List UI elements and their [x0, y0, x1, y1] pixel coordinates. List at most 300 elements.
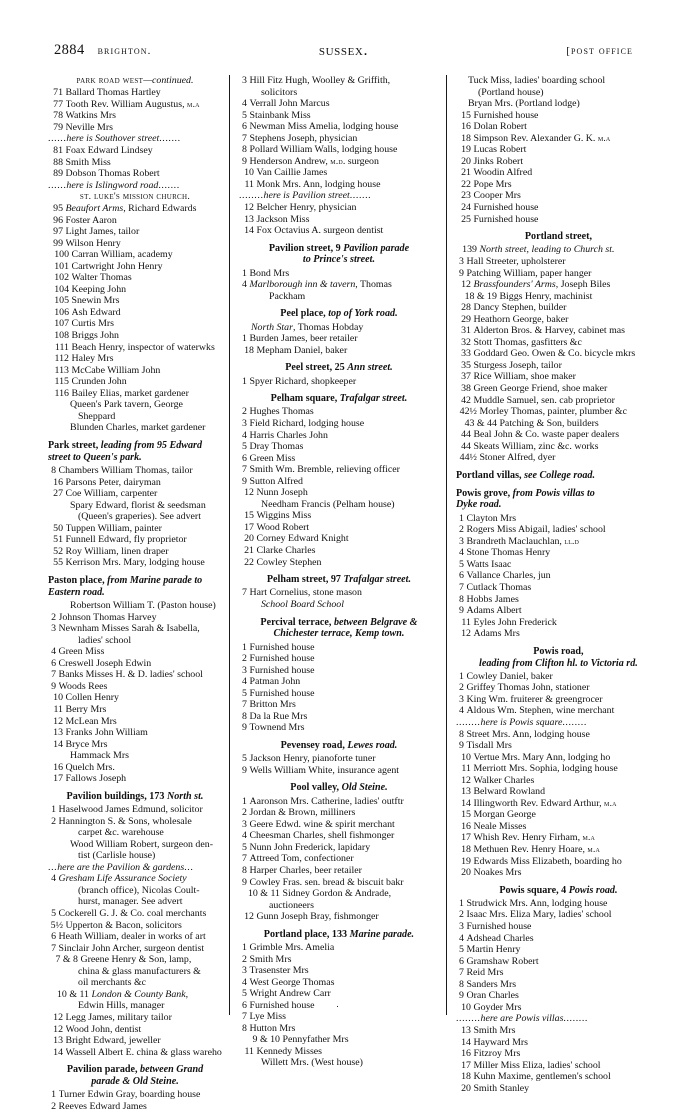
columns-container	[12, 75, 663, 1112]
column-1-body	[48, 75, 222, 1112]
entry-number: 106	[54, 306, 69, 318]
entry-text: Briggs John	[71, 330, 119, 342]
entry-number: 11	[461, 763, 471, 775]
entry-number: 12	[53, 1023, 63, 1035]
directory-entry	[239, 699, 439, 711]
entry-number: 27	[53, 488, 63, 500]
entry-text: Townend Mrs	[249, 722, 305, 734]
directory-entry	[48, 623, 222, 635]
entry-number: 6	[242, 452, 247, 464]
entry-text: Marlborough inn & tavern, Thomas	[249, 279, 392, 291]
entry-number: 8	[242, 864, 247, 876]
entry-number: 35	[461, 359, 471, 371]
entry-text: London & County Bank,	[91, 988, 189, 1000]
entry-text: Patching William, paper hanger	[466, 267, 592, 279]
directory-entry	[48, 272, 222, 284]
entry-text: Berry Mrs	[65, 703, 107, 715]
entry-text: Stainbank Miss	[249, 109, 311, 121]
street-heading: Peel place, top of York road.	[280, 308, 398, 320]
directory-entry	[456, 513, 661, 525]
directory-entry	[456, 628, 661, 640]
directory-entry	[48, 353, 222, 365]
entry-number: 6	[459, 570, 464, 582]
entry-number: 1	[242, 333, 247, 345]
entry-number: 95	[53, 203, 63, 215]
entry-number: 29	[461, 313, 471, 325]
entry-text: Hill Fitz Hugh, Woolley & Griffith,	[249, 75, 391, 86]
entry-text: Geere Edwd. wine & spirit merchant	[249, 818, 395, 830]
directory-entry	[456, 582, 661, 594]
cross-street-note: ........here is Pavilion street.......	[238, 190, 372, 202]
entry-number: 5	[242, 841, 247, 853]
directory-entry	[456, 291, 661, 303]
directory-entry	[239, 1011, 439, 1023]
entry-number: 14	[461, 797, 471, 809]
entry-number: 43 & 44	[464, 417, 497, 429]
entry-text: Morley Thomas, painter, plumber &c	[479, 406, 627, 418]
entry-number: 12	[461, 279, 471, 291]
directory-entry	[239, 510, 439, 522]
entry-text: Mepham Daniel, baker	[256, 344, 348, 356]
entry-number: 37	[461, 371, 471, 383]
entry-number: 4	[242, 98, 247, 110]
directory-entry	[239, 988, 439, 1000]
entry-text: Skeats William, zinc &c. works	[473, 440, 599, 452]
entry-number: 5	[459, 944, 464, 956]
street-heading: Pelham street, 97 Trafalgar street.	[266, 574, 411, 586]
entry-number: 12	[244, 487, 254, 499]
directory-entry	[48, 873, 222, 885]
directory-entry	[48, 488, 222, 500]
entry-text: Whish Rev. Henry Firham, m.a	[473, 832, 596, 844]
entry-number: 6	[51, 931, 56, 943]
directory-entry	[48, 612, 222, 624]
entry-continuation: Spary Edward, florist & seedsman	[70, 499, 206, 511]
entry-text: Monk Mrs. Ann, lodging house	[256, 178, 381, 190]
directory-entry	[456, 605, 661, 617]
directory-entry	[456, 337, 661, 349]
entry-number: 42½	[459, 406, 477, 418]
entry-number: 4	[242, 279, 247, 291]
directory-entry	[456, 1037, 661, 1049]
directory-entry	[239, 877, 439, 889]
entry-text: Watts Isaac	[466, 558, 512, 570]
directory-entry	[239, 464, 439, 476]
entry-continuation: Hammack Mrs	[70, 750, 129, 762]
entry-number: 4	[459, 547, 464, 559]
entry-text: Griffey Thomas John, stationer	[466, 682, 590, 694]
entry-number: 28	[461, 302, 471, 314]
entry-number: 7	[242, 699, 247, 711]
cross-street-note: ........here are Powis villas........	[455, 1013, 588, 1025]
entry-number: 8	[51, 465, 56, 477]
directory-entry	[239, 156, 439, 168]
entry-number: 8	[459, 593, 464, 605]
directory-entry	[239, 587, 439, 599]
entry-text: Ballard Thomas Hartley	[65, 87, 161, 99]
entry-number: 9	[459, 605, 464, 617]
street-heading: Pavilion street, 9 Pavilion parade to Prince's street.	[268, 242, 410, 266]
entry-text: Miller Miss Eliza, ladies' school	[473, 1059, 601, 1071]
directory-entry	[456, 1083, 661, 1095]
entry-number: 5	[242, 753, 247, 765]
directory-entry	[48, 954, 222, 966]
directory-entry	[239, 807, 439, 819]
entry-number: 116	[54, 387, 69, 399]
directory-entry	[48, 87, 222, 99]
entry-number: 4	[51, 646, 56, 658]
directory-entry	[48, 157, 222, 169]
street-heading: Pool valley, Old Steine.	[290, 782, 388, 794]
directory-entry	[48, 704, 222, 716]
directory-entry	[456, 144, 661, 156]
entry-text: Beal John & Co. waste paper dealers	[473, 429, 620, 441]
entry-text: Strudwick Mrs. Ann, lodging house	[466, 897, 608, 909]
entry-text: Smith Miss	[65, 156, 111, 168]
directory-entry	[456, 348, 661, 360]
entry-text: Kuhn Maxime, gentlemen's school	[473, 1071, 611, 1083]
directory-entry	[456, 694, 661, 706]
entry-continuation: hurst, manager. See advert	[78, 896, 183, 908]
directory-entry	[48, 931, 222, 943]
directory-entry	[456, 956, 661, 968]
entry-text: Nunn John Frederick, lapidary	[249, 841, 371, 853]
entry-number: 3	[242, 75, 247, 86]
directory-entry	[456, 110, 661, 122]
cross-street-note: ........here is Powis square........	[455, 716, 587, 728]
directory-entry	[239, 842, 439, 854]
directory-entry	[456, 256, 661, 268]
entry-text: Bryce Mrs	[65, 738, 108, 750]
entry-continuation: tist (Carlisle house)	[78, 850, 156, 862]
entry-number: 4	[242, 830, 247, 842]
entry-number: 4	[51, 873, 56, 885]
directory-entry	[456, 547, 661, 559]
entry-text: Wells William White, insurance agent	[249, 764, 400, 776]
entry-number: 12	[461, 628, 471, 640]
directory-entry	[48, 523, 222, 535]
continued-street-heading: park road west—continued.	[76, 75, 194, 86]
entry-number: 18 & 19	[464, 290, 497, 302]
entry-text: Keeping John	[71, 283, 127, 295]
cross-street-note: ......here is Islingword road.......	[48, 179, 180, 191]
directory-entry	[456, 752, 661, 764]
directory-entry	[239, 133, 439, 145]
entry-number: 11	[461, 616, 471, 628]
directory-entry	[239, 418, 439, 430]
street-heading: Portland street,	[524, 231, 592, 243]
entry-text: Hutton Mrs	[249, 1022, 296, 1034]
directory-entry	[48, 226, 222, 238]
entry-text: Light James, tailor	[65, 226, 140, 238]
directory-entry	[239, 830, 439, 842]
entry-number: 6	[242, 999, 247, 1011]
directory-entry	[239, 268, 439, 280]
directory-entry	[48, 773, 222, 785]
entry-number: 113	[54, 364, 69, 376]
directory-entry	[456, 268, 661, 280]
street-heading: Portland place, 133 Marine parade.	[263, 928, 415, 940]
entry-number: 112	[54, 353, 69, 365]
directory-entry	[239, 144, 439, 156]
entry-continuation: North Star, Thomas Hobday	[250, 321, 364, 333]
entry-text: Newnham Misses Sarah & Isabella,	[58, 623, 200, 635]
entry-text: Ash Edward	[71, 306, 121, 318]
directory-entry	[48, 342, 222, 354]
entry-text: Corney Edward Knight	[256, 533, 349, 545]
entry-continuation: Tuck Miss, ladies' boarding school	[467, 75, 606, 86]
entry-continuation: oil merchants &c	[78, 977, 147, 989]
directory-entry	[456, 671, 661, 683]
directory-entry	[48, 739, 222, 751]
entry-number: 2	[51, 815, 56, 827]
entry-number: 7	[242, 587, 247, 599]
entry-number: 12	[53, 1011, 63, 1023]
entry-text: Isaac Mrs. Eliza Mary, ladies' school	[466, 909, 612, 921]
directory-entry	[456, 809, 661, 821]
entry-number: 2	[242, 406, 247, 418]
entry-number: 13	[461, 786, 471, 798]
column-3	[446, 75, 663, 1094]
street-heading: Pavilion buildings, 173 North st.	[66, 790, 204, 802]
entry-number: 9	[242, 876, 247, 888]
cross-street-note: ......here is Southover street.......	[48, 133, 181, 145]
entry-continuation: Willett Mrs. (West house)	[260, 1057, 363, 1069]
entry-text: Stoner Alfred, dyer	[479, 452, 556, 464]
street-heading: Powis grove, from Powis villas to Dyke road.	[455, 487, 595, 511]
entry-number: 24	[461, 202, 471, 214]
entry-continuation: Wood William Robert, surgeon den-	[70, 838, 213, 850]
directory-entry	[239, 911, 439, 923]
directory-entry	[456, 740, 661, 752]
entry-number: 77	[53, 98, 63, 110]
entry-text: Beaufort Arms, Richard Edwards	[65, 203, 197, 215]
entry-text: Walker Charles	[473, 774, 535, 786]
directory-entry	[239, 476, 439, 488]
entry-text: Wassell Albert E. china & glass wareho	[65, 1046, 222, 1058]
entry-text: Franks John William	[65, 727, 148, 739]
entry-text: Simpson Rev. Alexander G. K. m.a	[473, 132, 611, 144]
directory-entry	[239, 765, 439, 777]
entry-number: 6	[242, 121, 247, 133]
entry-text: Martin Henry	[466, 944, 521, 956]
directory-entry	[48, 727, 222, 739]
directory-entry	[48, 546, 222, 558]
entry-text: Goddard Geo. Owen & Co. bicycle mkrs	[473, 348, 636, 360]
directory-entry	[48, 122, 222, 134]
directory-entry	[239, 796, 439, 808]
entry-number: 9	[459, 740, 464, 752]
entry-number: 21	[461, 167, 471, 179]
entry-text: Haselwood James Edmund, solicitor	[58, 804, 203, 816]
directory-entry	[48, 376, 222, 388]
entry-continuation: Edwin Hills, manager	[78, 1000, 165, 1012]
entry-number: 9	[242, 155, 247, 167]
directory-entry	[456, 967, 661, 979]
directory-entry	[456, 933, 661, 945]
directory-entry	[48, 295, 222, 307]
entry-number: 14	[461, 1036, 471, 1048]
entry-number: 2	[51, 611, 56, 623]
directory-entry	[239, 942, 439, 954]
entry-number: 3	[242, 818, 247, 830]
entry-text: Green Miss	[249, 452, 296, 464]
directory-entry	[456, 705, 661, 717]
entry-number: 21	[244, 545, 254, 557]
entry-number: 5	[242, 441, 247, 453]
entry-text: Beach Henry, inspector of waterwks	[71, 341, 215, 353]
entry-text: Creswell Joseph Edwin	[58, 657, 152, 669]
directory-entry	[48, 908, 222, 920]
entry-continuation: (branch office), Nicolas Coult-	[78, 884, 200, 896]
entry-number: 99	[53, 237, 63, 249]
entry-text: Eyles John Frederick	[473, 616, 557, 628]
directory-entry	[48, 110, 222, 122]
entry-number: 20	[461, 867, 471, 879]
entry-number: 1	[242, 641, 247, 653]
entry-number: 16	[53, 476, 63, 488]
directory-entry	[456, 786, 661, 798]
entry-number: 3	[459, 693, 464, 705]
entry-text: Cowley Daniel, baker	[466, 670, 553, 682]
entry-number: 12	[461, 774, 471, 786]
entry-text: Cooper Mrs	[473, 190, 521, 202]
entry-text: Newman Miss Amelia, lodging house	[249, 121, 399, 133]
street-heading: Park street, leading from 95 Edward street to Queen's park.	[48, 439, 203, 463]
entry-number: 17	[461, 1059, 471, 1071]
entry-text: Smith Wm. Bremble, relieving officer	[249, 464, 400, 476]
entry-text: Gresham Life Assurance Society	[58, 873, 187, 885]
directory-entry	[239, 121, 439, 133]
entry-text: Hayward Mrs	[473, 1036, 529, 1048]
entry-number: 108	[54, 330, 69, 342]
entry-number: 8	[242, 1022, 247, 1034]
entry-number: 96	[53, 214, 63, 226]
street-heading: Pelham square, Trafalgar street.	[270, 393, 408, 405]
entry-number: 1	[242, 375, 247, 387]
entry-number: 38	[461, 382, 471, 394]
entry-text: Woods Rees	[58, 680, 108, 692]
entry-text: Da la Rue Mrs	[249, 710, 308, 722]
directory-entry	[48, 1012, 222, 1024]
entry-text: Street Mrs. Ann, lodging house	[466, 728, 590, 740]
directory-entry	[48, 762, 222, 774]
directory-entry	[456, 798, 661, 810]
entry-text: Lye Miss	[249, 1011, 286, 1023]
entry-text: Vallance Charles, jun	[466, 570, 551, 582]
entry-text: Wilson Henry	[65, 237, 121, 249]
entry-number: 14	[53, 738, 63, 750]
entry-text: Curtis Mrs	[71, 318, 115, 330]
entry-number: 12	[244, 202, 254, 214]
cross-street-note: ...here are the Pavilion & gardens...	[48, 861, 194, 873]
entry-number: 88	[53, 156, 63, 168]
directory-entry	[48, 261, 222, 273]
directory-entry	[239, 642, 439, 654]
directory-entry	[239, 453, 439, 465]
entry-number: 22	[244, 556, 254, 568]
entry-number: 105	[54, 295, 69, 307]
directory-entry	[48, 365, 222, 377]
entry-text: North street, leading to Church st.	[479, 244, 615, 256]
directory-entry	[456, 1048, 661, 1060]
entry-number: 89	[53, 168, 63, 180]
entry-text: Adshead Charles	[466, 932, 534, 944]
entry-text: King Wm. fruiterer & greengrocer	[466, 693, 603, 705]
entry-text: Watkins Mrs	[65, 110, 116, 122]
entry-number: 2	[242, 653, 247, 665]
entry-number: 104	[54, 283, 69, 295]
entry-text: Tuppen William, painter	[65, 522, 162, 534]
entry-text: Fox Octavius A. surgeon dentist	[256, 225, 384, 237]
running-head-town: brighton.	[97, 45, 152, 57]
entry-text: Verrall John Marcus	[249, 98, 330, 110]
entry-number: 6	[459, 955, 464, 967]
entry-number: 42	[461, 394, 471, 406]
directory-entry	[48, 692, 222, 704]
entry-text: Greene Henry & Son, lamp,	[80, 954, 192, 966]
entry-number: 17	[244, 521, 254, 533]
entry-continuation: Packham	[268, 290, 306, 302]
entry-number: 10	[461, 1001, 471, 1013]
directory-entry	[456, 775, 661, 787]
entry-text: Banks Misses H. & D. ladies' school	[58, 669, 203, 681]
directory-entry	[456, 856, 661, 868]
entry-text: Brassfounders' Arms, Joseph Biles	[473, 279, 611, 291]
entry-number: 7	[242, 132, 247, 144]
directory-entry	[239, 545, 439, 557]
entry-text: Woodin Alfred	[473, 167, 533, 179]
entry-number: 18	[461, 844, 471, 855]
entry-text: Furnished house	[249, 653, 315, 665]
entry-number: 15	[461, 809, 471, 821]
entry-number: 1	[242, 795, 247, 807]
directory-entry	[456, 944, 661, 956]
entry-text: Stephens Joseph, physician	[249, 132, 358, 144]
directory-entry	[456, 121, 661, 133]
entry-text: Neville Mrs	[65, 121, 113, 133]
entry-text: Fallows Joseph	[65, 773, 127, 785]
directory-entry	[456, 214, 661, 226]
entry-number: 13	[461, 1024, 471, 1036]
entry-number: 7	[459, 967, 464, 979]
entry-number: 25	[461, 213, 471, 225]
entry-text: Wright Andrew Carr	[249, 988, 331, 1000]
directory-entry	[48, 1101, 222, 1112]
directory-entry	[456, 763, 661, 775]
entry-text: Attreed Tom, confectioner	[249, 853, 354, 865]
directory-entry	[456, 279, 661, 291]
entry-number: 3	[459, 255, 464, 267]
entry-text: Nunn Joseph	[256, 487, 308, 499]
entry-text: Furnished house	[249, 999, 315, 1011]
directory-entry	[456, 452, 661, 464]
entry-number: 20	[461, 155, 471, 167]
entry-text: Coe William, carpenter	[65, 488, 158, 500]
entry-text: Illingworth Rev. Edward Arthur, m.a	[473, 797, 617, 809]
directory-entry	[239, 75, 439, 87]
entry-number: 22	[461, 178, 471, 190]
entry-number: 9	[459, 267, 464, 279]
entry-number: 11	[244, 178, 254, 190]
entry-text: Cockerell G. J. & Co. coal merchants	[58, 908, 207, 920]
entry-text: Collen Henry	[65, 692, 119, 704]
directory-entry	[456, 617, 661, 629]
entry-text: Cowley Stephen	[256, 556, 322, 568]
entry-text: Roy William, linen draper	[65, 545, 169, 557]
directory-entry	[456, 429, 661, 441]
entry-number: 10	[53, 692, 63, 704]
